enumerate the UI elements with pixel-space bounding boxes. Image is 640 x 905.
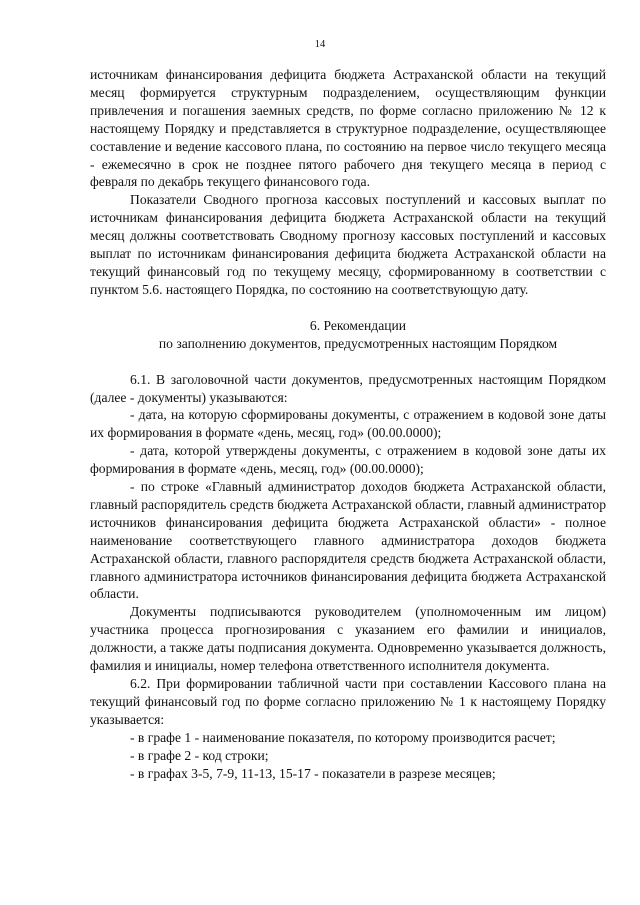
paragraph-signatures: Документы подписываются руководителем (уполномоченным им лицом) участника процесса прогнозирования с указанием его фамилии и инициалов, должности, а также даты подписания документа. Одновременно указывается должность, фамилия и инициалы, номер телефона ответственного исполнителя документа.	[90, 604, 607, 674]
section-subtitle: по заполнению документов, предусмотренных настоящим Порядком	[158, 335, 558, 351]
spacer	[90, 299, 606, 317]
document-body	[90, 66, 606, 782]
list-item-columns-months: - в графах 3-5, 7-9, 11-13, 15-17 - показатели в разрезе месяцев;	[130, 765, 496, 781]
list-item-administrator: - по строке «Главный администратор доходов бюджета Астраханской области, главный распорядитель средств бюджета Астраханской области, главный администратор источников финансирования дефицита бюджета Астраханской области» - полное наименование соответствующего главного администратора доходов бюджета Астраханской области, главного распорядителя средств бюджета Астраханской области, главного администратора источников финансирования дефицита бюджета Астраханской области.	[90, 479, 606, 602]
list-item-column-2: - в графе 2 - код строки;	[130, 747, 269, 763]
list-item-date-approved: - дата, которой утверждены документы, с отражением в кодовой зоне даты их формирования в формате «день, месяц, год» (00.00.0000);	[90, 443, 606, 477]
page-number: 14	[314, 39, 326, 50]
spacer	[90, 353, 606, 371]
list-item-date-formed: - дата, на которую сформированы документы, с отражением в кодовой зоне даты их формирования в формате «день, месяц, год» (00.00.0000);	[90, 407, 606, 441]
paragraph-continuation: источникам финансирования дефицита бюджета Астраханской области на текущий месяц формируется структурным подразделением, осуществляющим функции привлечения и погашения заемных средств, по форме согласно приложению № 12 к настоящему Порядку и представляется в структурное подразделение, осуществляющее составление и ведение кассового плана, по состоянию на первое число текущего месяца - ежемесячно в срок не позднее пятого рабочего дня текущего месяца в период с февраля по декабрь текущего финансового года.	[90, 67, 606, 190]
paragraph-indicators: Показатели Сводного прогноза кассовых поступлений и кассовых выплат по источникам финансирования дефицита бюджета Астраханской области на текущий месяц должны соответствовать Сводному прогнозу кассовых поступлений и кассовых выплат по источникам финансирования дефицита бюджета Астраханской области на текущий финансовый год по текущему месяцу, сформированному в соответствии с пунктом 5.6. настоящего Порядка, по состоянию на соответствующую дату.	[90, 192, 606, 297]
paragraph-6-2: 6.2. При формировании табличной части при составлении Кассового плана на текущий финансовый год по форме согласно приложению № 1 к настоящему Порядку указывается:	[90, 676, 606, 727]
paragraph-6-1: 6.1. В заголовочной части документов, предусмотренных настоящим Порядком (далее - документы) указываются:	[90, 371, 606, 405]
section-title: 6. Рекомендации	[309, 317, 407, 333]
list-item-column-1: - в графе 1 - наименование показателя, по которому производится расчет;	[130, 729, 556, 745]
